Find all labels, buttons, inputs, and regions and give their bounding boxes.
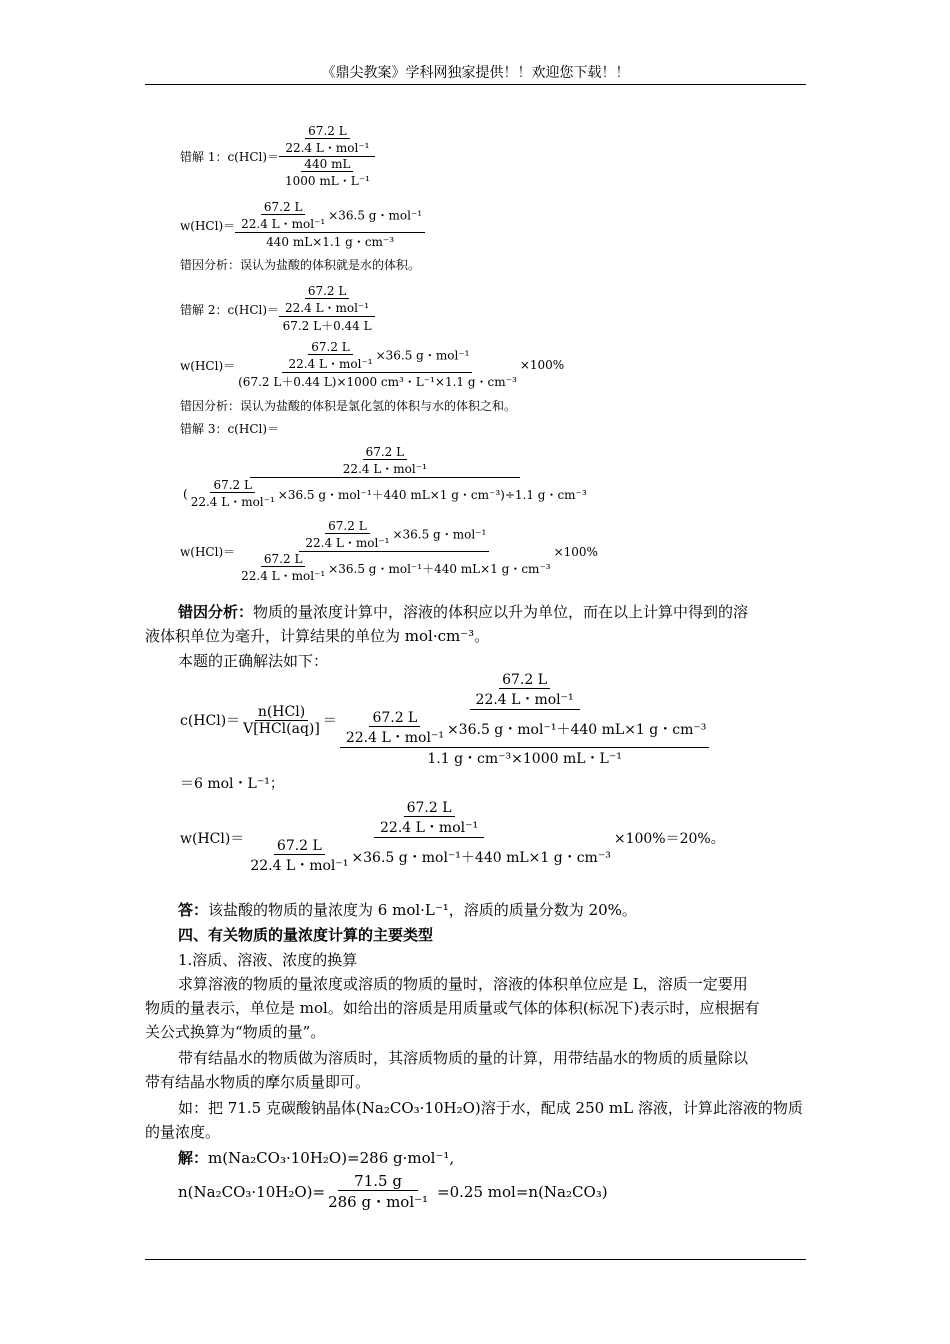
wrong2-w-fraction [235,340,520,390]
correct-result: ＝6 mol・L⁻¹； [180,776,284,792]
correct-big-den: 22.4 L・mol⁻¹ [475,692,574,708]
wrong1-c-num2: 440 mL [301,157,353,172]
wrong3-w-den-den: 22.4 L・mol⁻¹ [241,569,326,583]
correct-c-label: c(HCl)＝ [180,713,241,729]
section4-sub1: 1.溶质、溶液、浓度的换算 [178,951,358,969]
wrong2-c-bottom: 67.2 L＋0.44 L [282,319,372,333]
correct-den-bottom: 1.1 g・cm⁻³×1000 mL・L⁻¹ [427,751,622,767]
wrong3-w-equation [180,519,598,584]
page-header: 《鼎尖教案》学科网独家提供！！欢迎您下载！！ [321,65,630,81]
wrong1-c-den2: 1000 mL・L⁻¹ [285,174,370,188]
wrong2-c-fraction [279,284,375,334]
wrong1-w-num: 67.2 L [261,200,306,215]
correct-den-num: 67.2 L [369,710,420,727]
wrong1-w-equation [180,200,425,250]
wrong2-w-den: 22.4 L・mol⁻¹ [288,357,373,371]
wrong2-w-equation [180,340,564,390]
wrong3-w-fraction [235,519,553,584]
wrong1-w-bottom: 440 mL×1.1 g・cm⁻³ [266,235,395,249]
correct-w-num: 67.2 L [404,800,455,817]
wrong2-w-mid: ×36.5 g・mol⁻¹ [375,348,470,363]
wrong2-label: 错解 2：c(HCl)＝ [180,302,280,317]
correct-eq-sign: ＝ [322,713,337,729]
section4-sol2-num: 71.5 g [338,1172,418,1191]
correct-w-tail: ×100%＝20%。 [613,830,725,847]
wrong3-c-den-tail: ×36.5 g・mol⁻¹＋440 mL×1 g・cm⁻³)÷1.1 g・cm⁻³ [277,487,587,502]
wrong1-w-den: 22.4 L・mol⁻¹ [241,217,326,231]
correct-w-fraction [244,800,614,875]
correct-c-den: V[HCl(aq)] [243,720,320,737]
wrong2-analysis: 错因分析：误认为盐酸的体积是氯化氢的体积与水的体积之和。 [180,399,517,413]
correct-den-den: 22.4 L・mol⁻¹ [345,730,444,746]
wrong3-w-mid: ×36.5 g・mol⁻¹ [392,527,487,542]
wrong2-w-num: 67.2 L [308,340,353,355]
section4-solution-line1 [178,1148,454,1168]
wrong3-w-tail: ×100% [553,544,598,559]
wrong3-w-den-num: 67.2 L [261,552,306,567]
section4-p3-line2: 的量浓度。 [145,1123,221,1141]
wrong3-c-equation [180,445,590,510]
correct-w-den: 22.4 L・mol⁻¹ [380,820,479,836]
wrong3-label: 错解 3：c(HCl)＝ [180,422,280,436]
wrong2-w-bottom: (67.2 L＋0.44 L)×1000 cm³・L⁻¹×1.1 g・cm⁻³ [238,375,517,389]
wrong1-c-fraction [279,124,376,189]
wrong3-w-num: 67.2 L [325,519,370,534]
header-rule [145,84,806,85]
footer-rule [145,1259,806,1260]
correct-c-num: n(HCl) [255,704,308,721]
section4-p3-line1: 如：把 71.5 克碳酸钠晶体(Na₂CO₃·10H₂O)溶于水，配成 250 mL 溶液，计算此溶液的物质 [178,1099,803,1117]
wrong3-c-den-num: 67.2 L [210,478,255,493]
correct-den-tail: ×36.5 g・mol⁻¹＋440 mL×1 g・cm⁻³ [446,721,707,738]
wrong3-c-num: 67.2 L [363,445,408,460]
wrong1-analysis: 错因分析：误认为盐酸的体积就是水的体积。 [180,258,421,272]
section4-sol2-fraction [325,1172,431,1212]
section4-p1-line2: 物质的量表示，单位是 mol。如给出的溶质是用质量或气体的体积(标况下)表示时，应根据有 [145,999,760,1017]
correct-big-fraction [337,672,713,768]
correct-w-den-tail: ×36.5 g・mol⁻¹＋440 mL×1 g・cm⁻³ [351,849,611,866]
wrong2-c-den: 22.4 L・mol⁻¹ [285,301,370,315]
correct-c-equation [180,672,712,768]
wrong2-w-tail: ×100% [519,358,565,372]
section4-p2-line1: 带有结晶水的物质做为溶质时，其溶质物质的量的计算，用带结晶水的物质的质量除以 [178,1049,749,1067]
analysis3-line2: 液体积单位为毫升，计算结果的单位为 mol·cm⁻³。 [145,627,490,645]
analysis3-label: 错因分析： [178,603,254,621]
wrong3-w-label: w(HCl)＝ [180,545,236,559]
section4-sol2-den: 286 g・mol⁻¹ [328,1193,429,1211]
correct-c-fraction [240,704,323,737]
section4-p1-line1: 求算溶液的物质的量浓度或溶质的物质的量时，溶液的体积单位应是 L，溶质一定要用 [178,975,748,993]
wrong1-w-fraction [235,200,425,250]
correct-w-label: w(HCl)＝ [180,830,245,847]
correct-w-equation [180,800,725,875]
correct-big-num: 67.2 L [499,672,550,689]
correct-w-den-den: 22.4 L・mol⁻¹ [250,858,349,874]
wrong3-c-den-den: 22.4 L・mol⁻¹ [190,495,275,509]
wrong1-c-den1: 22.4 L・mol⁻¹ [285,141,370,155]
section4-solution-line2 [178,1172,608,1212]
wrong1-w-label: w(HCl)＝ [180,218,236,233]
wrong3-c-fraction [180,445,590,510]
section4-p2-line2: 带有结晶水物质的摩尔质量即可。 [145,1073,371,1091]
wrong3-w-den: 22.4 L・mol⁻¹ [305,536,390,550]
answer-label: 答： [178,901,209,919]
analysis3-line1 [178,602,748,622]
section4-p1-line3: 关公式换算为“物质的量”。 [145,1023,326,1041]
wrong2-w-label: w(HCl)＝ [180,358,236,373]
answer-line [178,900,637,920]
section4-sol2-tail: =0.25 mol=n(Na₂CO₃) [437,1183,608,1201]
section4-sol2-label: n(Na₂CO₃·10H₂O)= [178,1183,326,1201]
section4-title: 四、有关物质的量浓度计算的主要类型 [178,926,434,944]
wrong1-c-equation [180,124,376,189]
wrong2-c-num: 67.2 L [305,284,350,299]
wrong1-c-num1: 67.2 L [305,124,350,139]
analysis3-text1: 物质的量浓度计算中，溶液的体积应以升为单位，而在以上计算中得到的溶 [253,603,749,621]
wrong3-c-den: 22.4 L・mol⁻¹ [342,462,427,476]
section4-sol1: m(Na₂CO₃·10H₂O)=286 g·mol⁻¹, [208,1149,455,1167]
answer-text: 该盐酸的物质的量浓度为 6 mol·L⁻¹，溶质的质量分数为 20%。 [208,901,637,919]
wrong3-w-den-tail: ×36.5 g・mol⁻¹＋440 mL×1 g・cm⁻³ [328,561,551,576]
correct-w-den-num: 67.2 L [274,838,325,855]
section4-sol-label: 解： [178,1149,209,1167]
wrong1-w-mid: ×36.5 g・mol⁻¹ [328,208,423,223]
correct-intro: 本题的正确解法如下： [178,652,329,670]
wrong2-c-equation [180,284,375,334]
wrong1-label: 错解 1：c(HCl)＝ [180,150,280,164]
wrong3-c-den-open: ( [183,487,188,501]
